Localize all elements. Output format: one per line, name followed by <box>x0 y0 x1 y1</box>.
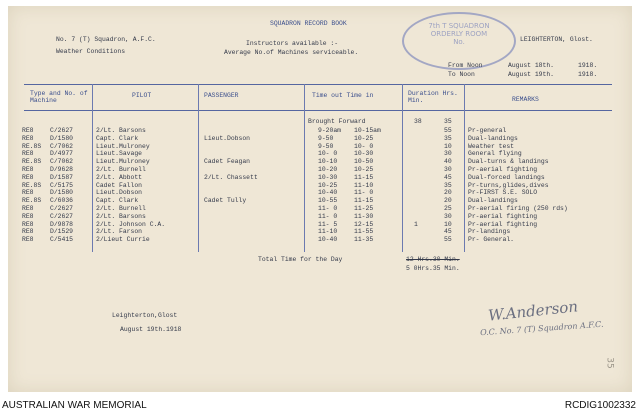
from-date: August 18th. <box>508 62 555 69</box>
cell-remarks: Pr-turns,glides,dives <box>468 181 549 189</box>
stamp-line-2: ORDERLY ROOM <box>430 30 488 38</box>
cell-no: C/5175 <box>50 181 74 189</box>
cell-min: 45 <box>444 173 452 181</box>
cell-type: RE8 <box>22 220 34 228</box>
cell-no: D/1587 <box>50 173 74 181</box>
cell-passenger: Cadet Tully <box>204 197 247 205</box>
cell-out: 10-20 <box>318 166 338 173</box>
cell-type: RE.8S <box>22 181 42 189</box>
col-header-passenger: PASSENGER <box>204 92 239 99</box>
table-row <box>8 182 632 189</box>
cell-type: RE8 <box>22 150 34 158</box>
machines-serviceable: Average No.of Machines serviceable. <box>224 49 359 56</box>
cell-remarks: Pr-landings <box>468 228 511 236</box>
cell-min: 55 <box>444 127 452 134</box>
cell-in: 11-15 <box>354 173 374 181</box>
cell-in: 10-15am <box>354 127 381 134</box>
from-label: From Noon <box>448 62 483 69</box>
cell-pilot: 2/Lt. Johnson C.A. <box>96 220 166 228</box>
cell-no: D/4977 <box>50 150 74 158</box>
squadron-name: No. 7 (T) Squadron, A.F.C. <box>56 36 156 43</box>
cell-in: 10-25 <box>354 166 374 173</box>
cell-no: D/9628 <box>50 166 74 173</box>
signature-role: O.C. No. 7 (T) Squadron A.F.C. <box>479 319 604 338</box>
cell-min: 25 <box>444 205 452 212</box>
cell-remarks: Pr-aerial fighting <box>468 166 538 173</box>
table-row <box>8 189 632 196</box>
cell-hrs: 1 <box>414 220 418 228</box>
cell-out: 10-55 <box>318 197 338 205</box>
cell-out: 9-50 <box>318 142 334 150</box>
cell-pilot: 2/Lt. Farson <box>96 228 143 236</box>
brought-forward-hours: 38 <box>414 118 422 125</box>
cell-type: RE8 <box>22 189 34 197</box>
table-row <box>8 228 632 235</box>
cell-pilot: Capt. Clark <box>96 134 139 142</box>
cell-min: 30 <box>444 212 452 220</box>
cell-out: 11-10 <box>318 228 338 236</box>
cell-in: 11-25 <box>354 205 374 212</box>
cell-type: RE8 <box>22 127 34 134</box>
table-row <box>8 150 632 157</box>
table-row <box>8 143 632 150</box>
page-title: SQUADRON RECORD BOOK <box>270 20 347 27</box>
instructors-available: Instructors available :- <box>246 40 339 47</box>
total-time-label: Total Time for the Day <box>258 256 343 263</box>
cell-out: 11- 0 <box>318 205 338 212</box>
cell-pilot: 2/Lt. Burnell <box>96 166 146 173</box>
cell-type: RE8 <box>22 166 34 173</box>
cell-in: 10-25 <box>354 134 374 142</box>
cell-out: 10-30 <box>318 173 338 181</box>
cell-type: RE.8S <box>22 158 42 166</box>
cell-no: C/6036 <box>50 197 74 205</box>
cell-in: 11-55 <box>354 228 374 236</box>
cell-no: D/1580 <box>50 189 74 197</box>
col-header-time: Time out Time in <box>312 92 374 99</box>
footer-date: August 19th.1918 <box>120 326 182 333</box>
cell-min: 20 <box>444 197 452 205</box>
cell-no: C/2627 <box>50 127 74 134</box>
cell-pilot: Cadet Fallon <box>96 181 143 189</box>
cell-min: 10 <box>444 220 452 228</box>
table-row <box>8 205 632 212</box>
cell-no: C/2627 <box>50 212 74 220</box>
cell-in: 10-30 <box>354 150 374 158</box>
cell-out: 10-25 <box>318 181 338 189</box>
cell-remarks: Pr-aerial fighting <box>468 220 538 228</box>
table-row <box>8 166 632 173</box>
cell-min: 40 <box>444 158 452 166</box>
cell-out: 10- 0 <box>318 150 338 158</box>
cell-no: D/1580 <box>50 134 74 142</box>
table-row <box>8 197 632 204</box>
cell-min: 30 <box>444 166 452 173</box>
place-name: LEIGHTERTON, Glost. <box>520 36 593 43</box>
col-header-pilot: PILOT <box>132 92 152 99</box>
cell-pilot: 2/Lt. Burnell <box>96 205 146 212</box>
cell-in: 11- 0 <box>354 189 374 197</box>
cell-pilot: 2/Lt. Abbott <box>96 173 143 181</box>
cell-min: 30 <box>444 150 452 158</box>
header-bottom-rule <box>24 110 612 111</box>
to-date: August 19th. <box>508 71 555 78</box>
footer-place: Leighterton,Glost <box>112 312 178 319</box>
cell-in: 10- 0 <box>354 142 374 150</box>
cell-type: RE8 <box>22 212 34 220</box>
brought-forward-minutes: 35 <box>444 118 452 125</box>
cell-no: C/2627 <box>50 205 74 212</box>
cell-in: 10-50 <box>354 158 374 166</box>
cell-out: 9-50 <box>318 134 334 142</box>
cell-pilot: Capt. Clark <box>96 197 139 205</box>
record-sheet <box>8 6 632 392</box>
cell-out: 11- 5 <box>318 220 338 228</box>
table-row <box>8 221 632 228</box>
commanding-officer-signature: W.Anderson <box>487 297 579 325</box>
cell-out: 10-40 <box>318 189 338 197</box>
cell-type: RE8 <box>22 134 34 142</box>
table-row <box>8 236 632 243</box>
cell-remarks: Pr-FIRST S.E. SOLO <box>468 189 538 197</box>
cell-min: 55 <box>444 236 452 244</box>
cell-out: 10-40 <box>318 236 338 244</box>
cell-min: 20 <box>444 189 452 197</box>
cell-passenger: Cadet Feagan <box>204 158 251 166</box>
cell-remarks: Dual-turns & landings <box>468 158 549 166</box>
table-row <box>8 158 632 165</box>
cell-remarks: Dual-forced landings <box>468 173 545 181</box>
total-day: 12 Hrs.30 Min. <box>406 256 460 263</box>
stamp-line-3: No. <box>453 38 465 46</box>
stamp-line-1: 7th T SQUADRON <box>428 22 490 30</box>
cell-in: 11-15 <box>354 197 374 205</box>
cell-type: RE.8S <box>22 142 42 150</box>
cell-out: 11- 0 <box>318 212 338 220</box>
cell-pilot: Lieut.Mulroney <box>96 158 150 166</box>
cell-no: C/7062 <box>50 158 74 166</box>
cell-pilot: 2/Lieut Currie <box>96 236 150 244</box>
cell-pilot: 2/Lt. Barsons <box>96 212 146 220</box>
table-top-rule <box>24 84 612 85</box>
cell-remarks: Dual-landings <box>468 197 518 205</box>
cell-no: D/9878 <box>50 220 74 228</box>
cell-in: 12-15 <box>354 220 374 228</box>
cell-remarks: General flying <box>468 150 522 158</box>
cell-no: D/1529 <box>50 228 74 236</box>
cell-type: RE8 <box>22 173 34 181</box>
to-label: To Noon <box>448 71 475 78</box>
col-header-remarks: REMARKS <box>512 96 539 103</box>
table-row <box>8 213 632 220</box>
cell-pilot: Lieut.Dobson <box>96 189 143 197</box>
cell-pilot: 2/Lt. Barsons <box>96 127 146 134</box>
cell-remarks: Pr-aerial firing (250 rds) <box>468 205 568 212</box>
page-number: 35 <box>604 357 615 369</box>
cell-type: RE8 <box>22 205 34 212</box>
cell-remarks: Pr-aerial fighting <box>468 212 538 220</box>
cell-out: 10-10 <box>318 158 338 166</box>
brought-forward-label: Brought Forward <box>308 118 366 125</box>
cell-min: 35 <box>444 181 452 189</box>
cell-min: 35 <box>444 134 452 142</box>
cell-type: RE8 <box>22 228 34 236</box>
cell-pilot: Lieut.Mulroney <box>96 142 150 150</box>
table-row <box>8 135 632 142</box>
cell-min: 45 <box>444 228 452 236</box>
table-row <box>8 174 632 181</box>
cell-type: RE8 <box>22 236 34 244</box>
cell-passenger: Lieut.Dobson <box>204 134 251 142</box>
cell-in: 11-30 <box>354 212 374 220</box>
cell-passenger: 2/Lt. Chassett <box>204 173 258 181</box>
cell-in: 11-10 <box>354 181 374 189</box>
credit-left: AUSTRALIAN WAR MEMORIAL <box>2 400 147 411</box>
weather-conditions: Weather Conditions <box>56 48 126 55</box>
credit-right: RCDIG1002332 <box>564 400 636 411</box>
cell-remarks: Dual-landings <box>468 134 518 142</box>
cell-in: 11-35 <box>354 236 374 244</box>
col-header-duration: Duration Hrs. Min. <box>408 90 458 104</box>
cell-remarks: Pr-general <box>468 127 507 134</box>
table-row <box>8 127 632 134</box>
cell-no: C/5415 <box>50 236 74 244</box>
col-header-type: Type and No. of Machine <box>30 90 88 104</box>
from-year: 1918. <box>578 62 598 69</box>
cell-remarks: Weather test <box>468 142 515 150</box>
cell-out: 9-20am <box>318 127 342 134</box>
cell-no: C/7062 <box>50 142 74 150</box>
cell-pilot: Lieut.Savage <box>96 150 143 158</box>
to-year: 1918. <box>578 71 598 78</box>
cell-min: 10 <box>444 142 452 150</box>
total-cumulative: 5 0Hrs.35 Min. <box>406 265 460 272</box>
cell-type: RE.8S <box>22 197 42 205</box>
cell-remarks: Pr- General. <box>468 236 515 244</box>
